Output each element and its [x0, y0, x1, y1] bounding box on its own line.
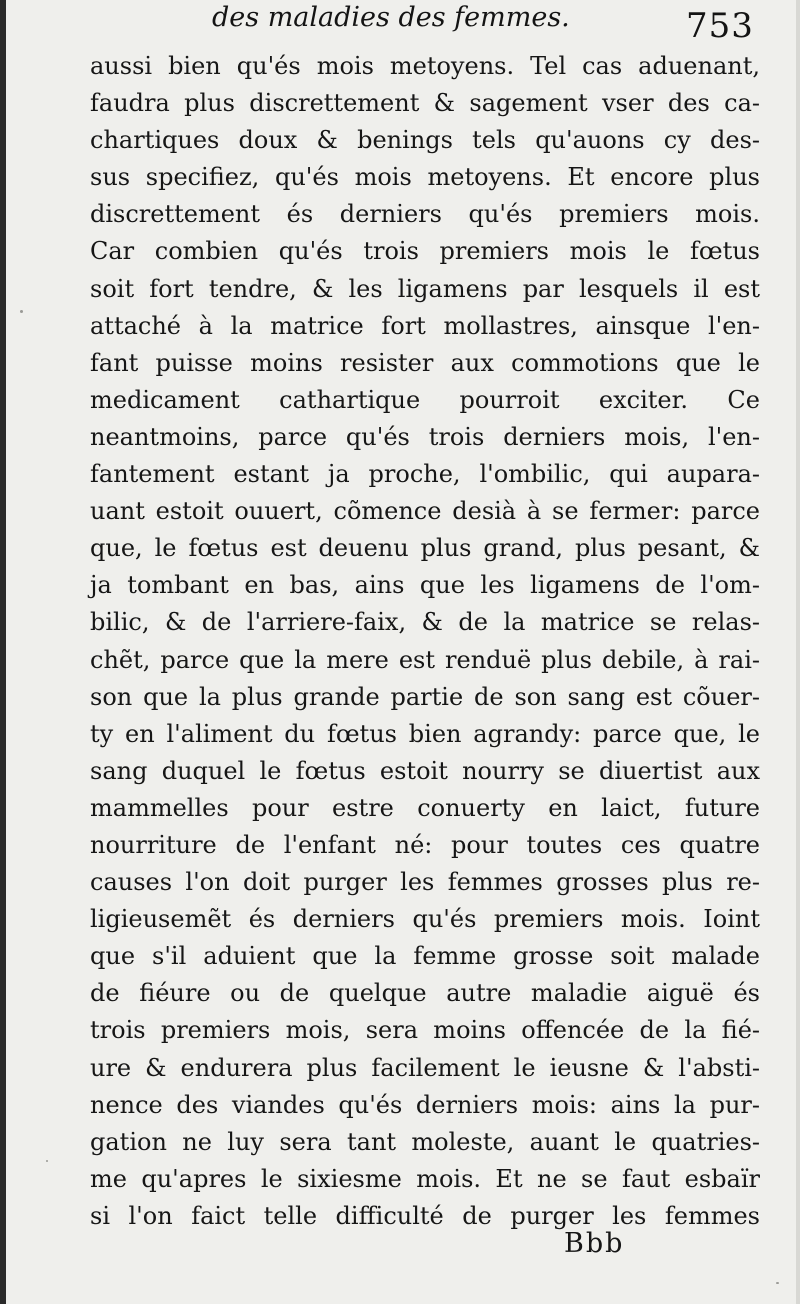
text-line: mammelles pour estre conuerty en laict, future	[90, 793, 760, 822]
text-line: medicament cathartique pourroit exciter. Ce	[90, 385, 760, 414]
page-number: 753	[686, 6, 754, 46]
text-line: chẽt, parce que la mere est renduë plus debile, à rai-	[90, 645, 760, 674]
text-line: gation ne luy sera tant moleste, auant le quatries-	[90, 1127, 760, 1156]
text-line: neantmoins, parce qu'és trois derniers mois, l'en-	[90, 422, 760, 451]
text-line: faudra plus discrettement & sagement vser des ca-	[90, 89, 760, 118]
signature-mark: Bbb	[564, 1228, 625, 1259]
body-text	[90, 48, 760, 1235]
text-line: soit fort tendre, & les ligamens par lesquels il est	[90, 274, 760, 303]
text-line: bilic, & de l'arriere-faix, & de la matrice se relas-	[90, 608, 760, 637]
text-line: nourriture de l'enfant né: pour toutes ces quatre	[90, 830, 760, 859]
text-line: ure & endurera plus facilement le ieusne & l'absti-	[90, 1053, 760, 1082]
text-line: si l'on faict telle difficulté de purger les femmes	[90, 1201, 760, 1230]
text-line: que s'il aduient que la femme grosse soit malade	[90, 942, 760, 971]
text-line: nence des viandes qu'és derniers mois: ains la pur-	[90, 1090, 760, 1119]
text-line: ja tombant en bas, ains que les ligamens de l'om-	[90, 571, 760, 600]
text-line: causes l'on doit purger les femmes grosses plus re-	[90, 868, 760, 897]
paper-speck	[46, 1160, 48, 1162]
text-line: sang duquel le fœtus estoit nourry se diuertist aux	[90, 756, 760, 785]
text-line: attaché à la matrice fort mollastres, ainsque l'en-	[90, 311, 760, 340]
text-line: discrettement és derniers qu'és premiers mois.	[90, 200, 760, 229]
text-line: me qu'apres le sixiesme mois. Et ne se faut esbaïr	[90, 1164, 760, 1193]
text-line: ty en l'aliment du fœtus bien agrandy: parce que, le	[90, 719, 760, 748]
text-line: que, le fœtus est deuenu plus grand, plus pesant, &	[90, 534, 760, 563]
text-line: sus specifiez, qu'és mois metoyens. Et encore plus	[90, 163, 760, 192]
text-line: Car combien qu'és trois premiers mois le fœtus	[90, 237, 760, 266]
text-line: fant puisse moins resister aux commotions que le	[90, 348, 760, 377]
text-line: trois premiers mois, sera moins offencée de la fié-	[90, 1016, 760, 1045]
text-line: aussi bien qu'és mois metoyens. Tel cas aduenant,	[90, 52, 760, 80]
text-line: fantement estant ja proche, l'ombilic, qui aupara-	[90, 460, 760, 489]
paper-speck	[20, 310, 23, 313]
text-line: ligieusemẽt és derniers qu'és premiers mois. Ioint	[90, 905, 760, 934]
text-line: uant estoit ouuert, cõmence desià à se fermer: parce	[90, 497, 760, 526]
text-line: de fiéure ou de quelque autre maladie aiguë és	[90, 979, 760, 1008]
text-line: chartiques doux & benings tels qu'auons cy des-	[90, 126, 760, 155]
running-head: des maladies des femmes.	[212, 2, 570, 33]
text-line: son que la plus grande partie de son sang est cõuer-	[90, 682, 760, 711]
paper-speck	[776, 1282, 779, 1284]
